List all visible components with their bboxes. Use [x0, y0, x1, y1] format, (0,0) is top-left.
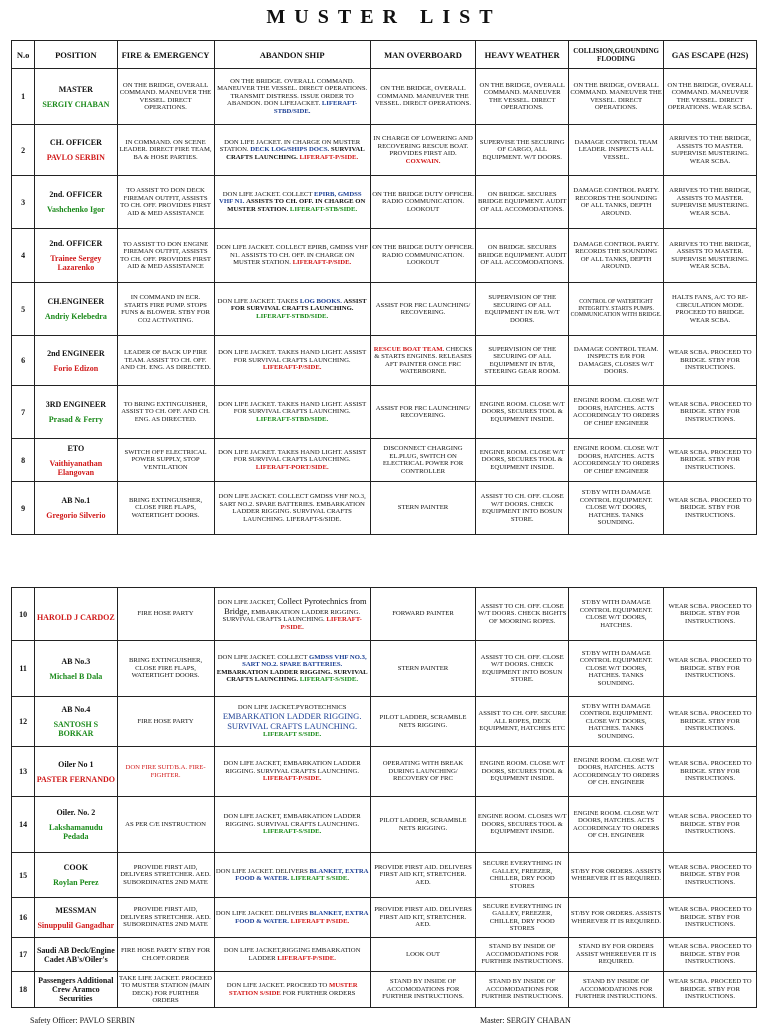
collision-duty: ST/BY FOR ORDERS. ASSISTS WHEREVER IT IS REQUIRED. [569, 853, 664, 898]
crew-name: Vashchenko Igor [46, 205, 105, 214]
position-role: Saudi AB Deck/Engine Cadet AB's/Oiler's [36, 945, 115, 964]
abandon-ship-duty [214, 697, 370, 747]
table-row [12, 697, 757, 747]
gas-escape-duty: WEAR SCBA. PROCEED TO BRIDGE. STBY FOR INSTRUCTIONS. [664, 336, 757, 386]
collision-duty: DAMAGE CONTROL TEAM. INSPECTS E/R FOR DAMAGES, CLOSES W/T DOORS. [569, 336, 664, 386]
position-role: 2nd. OFFICER [49, 190, 103, 199]
mob-role: RESCUE BOAT TEAM. [373, 345, 446, 353]
man-overboard-duty: IN CHARGE OF LOWERING AND RECOVERING RESCUE BOAT. PROVIDES FIRST AID. COXWAIN. [370, 125, 476, 176]
heavy-weather-duty: ENGINE ROOM. CLOSE W/T DOORS, SECURES TOOL & EQUIPMENT INSIDE. [476, 747, 569, 797]
position-role: CH.ENGINEER [47, 297, 105, 306]
fire-emergency-duty: PROVIDE FIRST AID, DELIVERS STRETCHER. AED. SUBORDINATES 2ND MATE [117, 898, 214, 938]
liferaft-assignment: LIFERAFT-P/SIDE. [262, 775, 322, 783]
table-row [12, 283, 757, 336]
abandon-ship-duty [214, 69, 370, 125]
abandon-equipment: GMDSS VHF NO.3, SART NO.2. SPARE BATTERIES. [242, 653, 367, 668]
abandon-ship-duty [214, 336, 370, 386]
table-row [12, 853, 757, 898]
gas-escape-duty: WEAR SCBA. PROCEED TO BRIDGE. STBY FOR INSTRUCTIONS. [664, 482, 757, 535]
fire-emergency-duty: IN COMMAND IN ECR. STARTS FIRE PUMP. STOPS FUNS & BLOWER. STBY FOR CO2 ACTIVATING. [117, 283, 214, 336]
abandon-ship-duty [214, 972, 370, 1008]
abandon-text: DON LIFE JACKET. COLLECT [217, 653, 308, 661]
position-role: MASTER [58, 84, 93, 94]
abandon-equipment: LIFERAFT- STBD/SIDE. [273, 100, 358, 115]
gas-escape-duty: WEAR SCBA. PROCEED TO BRIDGE. STBY FOR INSTRUCTIONS. [664, 797, 757, 853]
position-cell [35, 588, 117, 641]
gas-escape-duty: WEAR SCBA. PROCEED TO BRIDGE. STBY FOR INSTRUCTIONS. [664, 439, 757, 482]
collision-duty: ST/BY WITH DAMAGE CONTROL EQUIPMENT. CLOSE W/T DOORS, HATCHES. [569, 588, 664, 641]
fire-emergency-duty: ON THE BRIDGE, OVERALL COMMAND. MANEUVER THE VESSEL. DIRECT OPERATIONS. [117, 69, 214, 125]
position-cell [35, 747, 117, 797]
collision-duty: ST/BY WITH DAMAGE CONTROL EQUIPMENT. CLOSE W/T DOORS, HATCHES. TANKS SOUNDING. [569, 697, 664, 747]
heavy-weather-duty: ENGINE ROOM. CLOSE W/T DOORS, SECURES TOOL & EQUIPMENT INSIDE. [476, 386, 569, 439]
fire-emergency-duty: TO ASSIST TO DON DECK FIREMAN OUTFIT, ASSISTS TO CH. OFF. PROVIDES FIRST AID & MED ASSISTANCE [117, 176, 214, 229]
heavy-weather-duty: SUPERVISION OF THE SECURING OF ALL EQUIPMENT IN E/R. W/T DOORS. [476, 283, 569, 336]
abandon-ship-duty [214, 853, 370, 898]
gas-escape-duty: WEAR SCBA. PROCEED TO BRIDGE. STBY FOR INSTRUCTIONS. [664, 747, 757, 797]
liferaft-assignment: LIFERAFT-P/SIDE. [262, 364, 322, 372]
liferaft-assignment: MUSTER STATION S/SIDE [228, 982, 358, 997]
man-overboard-duty: DISCONNECT CHARGING EL.PLUG, SWITCH ON ELECTRICAL POWER FOR CONTROLLER [370, 439, 476, 482]
gas-escape-duty: ON THE BRIDGE, OVERALL COMMAND. MANEUVER THE VESSEL. DIRECT OPERATIONS. WEAR SCBA. [664, 69, 757, 125]
liferaft-assignment: LIFERAFT-PORT/SIDE. [255, 463, 329, 471]
gas-escape-duty: WEAR SCBA. PROCEED TO BRIDGE. STBY FOR INSTRUCTIONS. [664, 386, 757, 439]
collision-duty: STAND BY INSIDE OF ACCOMODATIONS FOR FURTHER INSTRUCTIONS. [569, 972, 664, 1008]
abandon-text: DON LIFE JACKET. TAKES HAND LIGHT. ASSIST FOR SURVIVAL CRAFTS LAUNCHING. [218, 349, 367, 364]
abandon-text: DON LIFE JACKET,RIGGING EMBARKATION LADDER [223, 947, 361, 962]
crew-name: Andriy Kelebedra [44, 312, 107, 321]
table-row [12, 176, 757, 229]
crew-name: HAROLD J CARDOZ [36, 612, 115, 622]
gas-escape-duty: ARRIVES TO THE BRIDGE, ASSISTS TO MASTER. SUPERVISE MUSTERING. WEAR SCBA. [664, 125, 757, 176]
liferaft-assignment: LIFERAFT-STBD/SIDE. [256, 415, 329, 423]
row-number: 14 [12, 797, 35, 853]
man-overboard-duty: ON THE BRIDGE, OVERALL COMMAND. MANEUVER THE VESSEL. DIRECT OPERATIONS. [370, 69, 476, 125]
man-overboard-duty: RESCUE BOAT TEAM. CHECKS & STARTS ENGINES. RELEASES AFT PAINTER ONCE FRC WATERBORNE. [370, 336, 476, 386]
abandon-ship-duty [214, 176, 370, 229]
position-role: 2nd. OFFICER [49, 239, 103, 248]
gas-escape-duty: ARRIVES TO THE BRIDGE, ASSISTS TO MASTER. SUPERVISE MUSTERING. WEAR SCBA. [664, 176, 757, 229]
position-role: AB No.3 [61, 656, 91, 666]
gas-escape-duty: WEAR SCBA. PROCEED TO BRIDGE. STBY FOR INSTRUCTIONS. [664, 853, 757, 898]
man-overboard-duty: ON THE BRIDGE DUTY OFFICER. RADIO COMMUNICATION. LOOKOUT [370, 229, 476, 283]
gas-escape-duty: WEAR SCBA. PROCEED TO BRIDGE. STBY FOR INSTRUCTIONS. [664, 938, 757, 972]
crew-name: SANTOSH S BORKAR [53, 720, 99, 738]
man-overboard-duty: ASSIST FOR FRC LAUNCHING/ RECOVERING. [370, 283, 476, 336]
position-cell [35, 439, 117, 482]
abandon-text-cont: SURVIVAL CRAFTS LAUNCHING. [226, 146, 365, 161]
abandon-text: DON LIFE JACKET. IN CHARGE ON MUSTER STATION. [219, 138, 361, 154]
position-role: Passengers Additional Crew Aramco Securities [38, 976, 114, 1003]
row-number: 7 [12, 386, 35, 439]
abandon-text-cont: ASSISTS TO CH. OFF. IN CHARGE ON MUSTER STATION. [227, 198, 366, 213]
fire-emergency-duty: BRING EXTINGUISHER, CLOSE FIRE FLAPS, WATERTIGHT DOORS. [117, 641, 214, 697]
heavy-weather-duty: ON BRIDGE. SECURES BRIDGE EQUIPMENT. AUDIT OF ALL ACCOMODATIONS. [476, 176, 569, 229]
table-row [12, 229, 757, 283]
crew-name: Forio Edizon [53, 363, 99, 373]
man-overboard-duty: ASSIST FOR FRC LAUNCHING/ RECOVERING. [370, 386, 476, 439]
table-row [12, 125, 757, 176]
abandon-text: DON LIFE JACKET. PROCEED TO [226, 982, 328, 989]
crew-name: Gregorio Silverio [46, 511, 106, 520]
abandon-text: DON LIFE JACKET. COLLECT GMDSS VHF NO.3, SART NO.2. SPARE BATTERIES. EMBARKATION LADDER RIGGING. SURVIVAL CRAFTS LAUNCHING. LIFERAFT-S/SIDE. [218, 493, 366, 523]
abandon-ship-duty [214, 938, 370, 972]
crew-name: Sinuppulil Gangadhar [37, 920, 115, 930]
position-cell [35, 697, 117, 747]
table-row [12, 641, 757, 697]
position-role: 2nd ENGINEER [47, 348, 105, 358]
man-overboard-duty: PROVIDE FIRST AID. DELIVERS FIRST AID KIT, STRETCHER. AED. [370, 853, 476, 898]
abandon-text-cont: EMBARKATION LADDER RIGGING. SURVIVAL CRAFTS LAUNCHING. [216, 668, 368, 683]
abandon-text: DON LIFE JACKET. TAKES HAND LIGHT. ASSIST FOR SURVIVAL CRAFTS LAUNCHING. [218, 400, 367, 416]
collision-duty: DAMAGE CONTROL TEAM LEADER. INSPECTS ALL VESSEL. [569, 125, 664, 176]
collision-duty: ENGINE ROOM. CLOSE W/T DOORS, HATCHES. ACTS ACCORDINGLY TO ORDERS OF CH. ENGINEER [569, 797, 664, 853]
man-overboard-duty: PROVIDE FIRST AID. DELIVERS FIRST AID KIT, STRETCHER. AED. [370, 898, 476, 938]
position-role: AB No.1 [61, 496, 91, 505]
abandon-text: DON LIFE JACKET. DELIVERS [215, 910, 308, 917]
man-overboard-duty: STERN PAINTER [370, 482, 476, 535]
abandon-ship-duty [214, 747, 370, 797]
abandon-text: DON LIFE JACKET, EMBARKATION LADDER RIGGING. SURVIVAL CRAFTS LAUNCHING. [223, 813, 361, 828]
gas-escape-duty: WEAR SCBA. PROCEED TO BRIDGE. STBY FOR INSTRUCTIONS. [664, 588, 757, 641]
row-number: 16 [12, 898, 35, 938]
position-cell [35, 482, 117, 535]
row-number: 10 [12, 588, 35, 641]
heavy-weather-duty: ENGINE ROOM. CLOSES W/T DOORS, SECURES TOOL & EQUIPMENT INSIDE. [476, 797, 569, 853]
collision-duty: DAMAGE CONTROL PARTY. RECORDS THE SOUNDING OF ALL TANKS, DEPTH AROUND. [569, 229, 664, 283]
document-title: MUSTER LIST [266, 6, 502, 28]
heavy-weather-duty: ENGINE ROOM. CLOSE W/T DOORS, SECURES TOOL & EQUIPMENT INSIDE. [476, 439, 569, 482]
crew-name: PAVLO SERBIN [46, 153, 105, 162]
fire-emergency-duty: TO BRING EXTINGUISHER, ASSIST TO CH. OFF. AND CH. ENG. AS DIRECTED. [117, 386, 214, 439]
collision-duty: ENGINE ROOM. CLOSE W/T DOORS, HATCHES. ACTS ACCORDINGLY TO ORDERS OF CHIEF ENGINEER [569, 386, 664, 439]
crew-name: Lakshamanudu Pedada [48, 823, 103, 841]
heavy-weather-duty: ASSIST TO CH. OFF. CLOSE W/T DOORS. CHECK EQUIPMENT INTO BOSUN STORE. [476, 482, 569, 535]
abandon-equipment: BLANKET, EXTRA FOOD & WATER. [235, 910, 369, 925]
abandon-ship-duty [214, 482, 370, 535]
heavy-weather-duty: SUPERVISION OF THE SECURING OF ALL EQUIPMENT IN BT/R, STEERING GEAR ROOM. [476, 336, 569, 386]
position-cell [35, 386, 117, 439]
position-cell [35, 641, 117, 697]
abandon-text: DON LIFE JACKET. COLLECT EPIRB, GMDSS VHF N1. ASSISTS TO CH. OFF. IN CHARGE ON MUSTER STATION. [216, 244, 368, 267]
position-cell [35, 176, 117, 229]
fire-emergency-duty: FIRE HOSE PARTY STBY FOR CH.OFF.ORDER [117, 938, 214, 972]
table-row [12, 588, 757, 641]
fire-emergency-duty: LEADER OF BACK UP FIRE TEAM. ASSIST TO CH. OFF. AND CH. ENG. AS DIRECTED. [117, 336, 214, 386]
man-overboard-duty: ON THE BRIDGE DUTY OFFICER. RADIO COMMUNICATION. LOOKOUT [370, 176, 476, 229]
collision-duty: CONTROL OF WATERTIGHT INTEGRITY. STARTS PUMPS. COMMUNICATION WITH BRIDGE. [569, 283, 664, 336]
master-signature: Master: SERGIY CHABAN [480, 1016, 571, 1025]
man-overboard-duty: STAND BY INSIDE OF ACCOMODATIONS FOR FURTHER INSTRUCTIONS. [370, 972, 476, 1008]
row-number: 18 [12, 972, 35, 1008]
man-overboard-duty: OPERATING WITH BREAK DURING LAUNCHING/ RECOVERY OF FRC [370, 747, 476, 797]
table-row [12, 972, 757, 1008]
table-row [12, 747, 757, 797]
abandon-text-cont: ASSIST FOR SURVIVAL CRAFTS LAUNCHING. [230, 297, 367, 313]
crew-name: PASTER FERNANDO [36, 774, 115, 784]
row-number: 1 [12, 69, 35, 125]
liferaft-assignment: LIFERAFT-P/SIDE. [280, 616, 362, 631]
table-row [12, 386, 757, 439]
heavy-weather-duty: STAND BY INSIDE OF ACCOMODATIONS FOR FURTHER INSTRUCTIONS. [476, 972, 569, 1008]
muster-table-2 [11, 587, 757, 1008]
table-row [12, 482, 757, 535]
position-role: Oiler. No. 2 [56, 808, 96, 817]
collision-duty: STAND BY FOR ORDERS ASSIST WHEREEVER IT IS REQUIRED. [569, 938, 664, 972]
abandon-ship-duty [214, 439, 370, 482]
gas-escape-duty: WEAR SCBA. PROCEED TO BRIDGE. STBY FOR INSTRUCTIONS. [664, 641, 757, 697]
liferaft-side: LIFERAFT-P/SIDE. [299, 153, 359, 161]
position-cell [35, 229, 117, 283]
position-cell [35, 898, 117, 938]
crew-name: Prasad & Ferry [48, 415, 103, 424]
row-number: 2 [12, 125, 35, 176]
position-cell [35, 853, 117, 898]
abandon-equipment: BLANKET, EXTRA FOOD & WATER. [235, 867, 369, 882]
header-no: N.o [12, 41, 35, 69]
abandon-highlight: Collect Pyrotechnics from Bridge, [224, 595, 367, 616]
table-row [12, 439, 757, 482]
gas-escape-duty: WEAR SCBA. PROCEED TO BRIDGE. STBY FOR INSTRUCTIONS. [664, 898, 757, 938]
fire-emergency-duty: PROVIDE FIRST AID, DELIVERS STRETCHER. AED. SUBORDINATES 2ND MATE [117, 853, 214, 898]
row-number: 12 [12, 697, 35, 747]
heavy-weather-duty: ASSIST TO CH. OFF. CLOSE W/T DOORS. CHECK BIGHTS OF MOORING ROPES. [476, 588, 569, 641]
abandon-text: DON LIFE JACKET, [217, 598, 276, 606]
abandon-text: DON LIFE JACKET. COLLECT [222, 190, 313, 198]
liferaft-assignment: LIFERAFT-P/SIDE. [292, 259, 352, 267]
position-cell [35, 938, 117, 972]
header-abandon: ABANDON SHIP [214, 41, 370, 69]
table-row [12, 336, 757, 386]
abandon-ship-duty [214, 283, 370, 336]
position-role: 3RD ENGINEER [45, 400, 106, 409]
row-number: 8 [12, 439, 35, 482]
collision-duty: ENGINE ROOM. CLOSE W/T DOORS, HATCHES. ACTS ACCORDINGLY TO ORDERS OF CH. ENGINEER [569, 747, 664, 797]
liferaft-assignment: LIFERAFT P/SIDE. [290, 917, 350, 925]
heavy-weather-duty: ON THE BRIDGE, OVERALL COMMAND. MANEUVER THE VESSEL. DIRECT OPERATIONS. [476, 69, 569, 125]
position-cell [35, 797, 117, 853]
liferaft-side: LIFERAFT-S/SIDE. [299, 676, 358, 683]
position-cell [35, 283, 117, 336]
row-number: 17 [12, 938, 35, 972]
fire-emergency-duty: TAKE LIFE JACKET. PROCEED TO MUSTER STATION (MAIN DECK) FOR FURTHER ORDERS [117, 972, 214, 1008]
fire-emergency-duty: DON FIRE SUIT/B.A. FIRE-FIGHTER. [117, 747, 214, 797]
liferaft-side: LIFERAFT-STBD/SIDE. [256, 312, 329, 320]
abandon-ship-duty [214, 898, 370, 938]
heavy-weather-duty: SECURE EVERYTHING IN GALLEY, FREEZER, CHILLER, DRY FOOD STORES [476, 853, 569, 898]
row-number: 4 [12, 229, 35, 283]
heavy-weather-duty: ASSIST TO CH. OFF. SECURE ALL ROPES, DECK EQUIPMENT, HATCHES ETC [476, 697, 569, 747]
fire-emergency-duty: BRING EXTINGUISHER, CLOSE FIRE FLAPS, WATERTIGHT DOORS. [117, 482, 214, 535]
abandon-equipment: DECK LOG/SHIPS DOCS. [250, 146, 330, 154]
abandon-equipment: EPIRB, GMDSS VHF N1. [219, 190, 362, 206]
gas-escape-duty: WEAR SCBA. PROCEED TO BRIDGE. STBY FOR INSTRUCTIONS. [664, 972, 757, 1008]
crew-name: Michael B Dala [49, 671, 103, 681]
position-role: Oiler No 1 [58, 759, 94, 769]
muster-table-1 [11, 40, 757, 535]
man-overboard-duty: STERN PAINTER [370, 641, 476, 697]
gas-escape-duty: HALTS FANS, A/C TO RE-CIRCULATION MODE. PROCEED TO BRIDGE. WEAR SCBA. [664, 283, 757, 336]
liferaft-assignment: LIFERAFT-P/SIDE. [277, 954, 336, 962]
position-role: COOK [63, 863, 89, 872]
crew-name: Vaithiyanathan Elangovan [49, 458, 103, 477]
abandon-ship-duty [214, 588, 370, 641]
row-number: 5 [12, 283, 35, 336]
crew-name: Roylan Perez [53, 878, 99, 887]
heavy-weather-duty: ON BRIDGE. SECURES BRIDGE EQUIPMENT. AUDIT OF ALL ACCOMODATIONS. [476, 229, 569, 283]
liferaft-side: LIFERAFT-STB/SIDE. [289, 205, 358, 213]
fire-emergency-duty: FIRE HOSE PARTY [117, 697, 214, 747]
man-overboard-duty: LOOK OUT [370, 938, 476, 972]
row-number: 6 [12, 336, 35, 386]
collision-duty: ST/BY WITH DAMAGE CONTROL EQUIPMENT. CLOSE W/T DOORS, HATCHES. TANKS SOUNDING. [569, 482, 664, 535]
abandon-text: ON THE BRIDGE. OVERALL COMMAND. MANEUVER THE VESSEL. DIRECT OPERATIONS. TRANSMIT DISTRESS. ISSUE ORDER TO ABANDON. DON LIFEJACKET. [217, 77, 368, 108]
position-role: AB No.4 [61, 705, 91, 714]
fire-emergency-duty: FIRE HOSE PARTY [117, 588, 214, 641]
header-heavy: HEAVY WEATHER [476, 41, 569, 69]
fire-emergency-duty: AS PER C/E INSTRUCTION [117, 797, 214, 853]
mob-role: COXWAIN. [405, 157, 441, 165]
safety-officer-signature: Safety Officer: PAVLO SERBIN [30, 1016, 135, 1025]
abandon-text: DON LIFE JACKET, EMBARKATION LADDER RIGGING. SURVIVAL CRAFTS LAUNCHING. [223, 760, 361, 775]
fire-emergency-duty: IN COMMAND. ON SCENE LEADER. DIRECT FIRE TEAM, BA & HOSE PARTIES. [117, 125, 214, 176]
table-row [12, 69, 757, 125]
heavy-weather-duty: STAND BY INSIDE OF ACCOMODATIONS FOR FURTHER INSTRUCTIONS. [476, 938, 569, 972]
position-role: ETO [67, 443, 85, 453]
heavy-weather-duty: ASSIST TO CH. OFF. CLOSE W/T DOORS. CHECK EQUIPMENT INTO BOSUN STORE. [476, 641, 569, 697]
liferaft-assignment: LIFERAFT S/SIDE. [263, 731, 322, 739]
liferaft-assignment [217, 669, 368, 684]
abandon-ship-duty [214, 641, 370, 697]
row-number: 13 [12, 747, 35, 797]
position-role: MESSMAN [55, 905, 97, 915]
liferaft-assignment: LIFERAFT S/SIDE. [290, 875, 350, 882]
abandon-equipment: LOG BOOKS. [299, 297, 342, 305]
position-role: CH. OFFICER [49, 138, 102, 147]
abandon-ship-duty [214, 797, 370, 853]
man-overboard-duty: FORWARD PAINTER [370, 588, 476, 641]
abandon-highlight: EMBARKATION LADDER RIGGING. SURVIVAL CRAFTS LAUNCHING. [222, 710, 362, 731]
liferaft-assignment [227, 198, 365, 213]
row-number: 15 [12, 853, 35, 898]
abandon-text: DON LIFE JACKET. TAKES HAND LIGHT. ASSIST FOR SURVIVAL CRAFTS LAUNCHING. [218, 448, 367, 464]
fire-emergency-duty: TO ASSIST TO DON ENGINE FIREMAN OUTFIT, ASSISTS TO CH. OFF. PROVIDES FIRST AID & MED ASSISTANCE [117, 229, 214, 283]
collision-duty: ST/BY WITH DAMAGE CONTROL EQUIPMENT. CLOSE W/T DOORS, HATCHES. TANKS SOUNDING. [569, 641, 664, 697]
table-row [12, 797, 757, 853]
abandon-ship-duty [214, 125, 370, 176]
heavy-weather-duty: SUPERVISE THE SECURING OF CARGO, ALL EQUIPMENT. W/T DOORS. [476, 125, 569, 176]
position-cell [35, 972, 117, 1008]
header-position: POSITION [35, 41, 117, 69]
collision-duty: DAMAGE CONTROL PARTY. RECORDS THE SOUNDING OF ALL TANKS, DEPTH AROUND. [569, 176, 664, 229]
header-mob: MAN OVERBOARD [370, 41, 476, 69]
fire-emergency-duty: SWITCH OFF ELECTRICAL POWER SUPPLY, STOP VENTILATION [117, 439, 214, 482]
table-row [12, 938, 757, 972]
row-number: 3 [12, 176, 35, 229]
man-overboard-duty: PILOT LADDER, SCRAMBLE NETS RIGGING. [370, 697, 476, 747]
position-cell [35, 125, 117, 176]
abandon-text-end: FOR FURTHER ORDERS [282, 989, 356, 997]
heavy-weather-duty: SECURE EVERYTHING IN GALLEY, FREEZER, CHILLER, DRY FOOD STORES [476, 898, 569, 938]
gas-escape-duty: ARRIVES TO THE BRIDGE, ASSISTS TO MASTER. SUPERVISE MUSTERING. WEAR SCBA. [664, 229, 757, 283]
position-cell [35, 336, 117, 386]
gas-escape-duty: WEAR SCBA. PROCEED TO BRIDGE. STBY FOR INSTRUCTIONS. [664, 697, 757, 747]
collision-duty: ON THE BRIDGE, OVERALL COMMAND. MANEUVER THE VESSEL. DIRECT OPERATIONS. [569, 69, 664, 125]
header-gas: GAS ESCAPE (H2S) [664, 41, 757, 69]
abandon-ship-duty [214, 229, 370, 283]
row-number: 11 [12, 641, 35, 697]
header-collision: COLLISION,GROUNDING FLOODING [569, 41, 664, 69]
collision-duty: ST/BY FOR ORDERS. ASSISTS WHEREVER IT IS REQUIRED. [569, 898, 664, 938]
position-cell [35, 69, 117, 125]
crew-name: SERGIY CHABAN [42, 99, 110, 109]
table-row [12, 898, 757, 938]
row-number: 9 [12, 482, 35, 535]
header-row [12, 41, 757, 69]
abandon-ship-duty [214, 386, 370, 439]
abandon-text: DON LIFE JACKET. TAKES [217, 297, 299, 305]
abandon-text: DON LIFE JACKET.PYROTECHNICS [237, 704, 347, 712]
collision-duty: ENGINE ROOM. CLOSE W/T DOORS, HATCHES. ACTS ACCORDINGLY TO ORDERS OF CHIEF ENGINEER [569, 439, 664, 482]
liferaft-assignment: LIFERAFT-S/SIDE. [263, 828, 322, 836]
crew-name: Trainee Sergey Lazarenko [50, 254, 102, 272]
abandon-equipment: EMBARKATION LADDER RIGGING. SURVIVAL CRAFTS LAUNCHING. [222, 608, 361, 624]
man-overboard-duty: PILOT LADDER, SCRAMBLE NETS RIGGING. [370, 797, 476, 853]
abandon-text: DON LIFE JACKET. DELIVERS [215, 867, 308, 875]
header-fire: FIRE & EMERGENCY [117, 41, 214, 69]
